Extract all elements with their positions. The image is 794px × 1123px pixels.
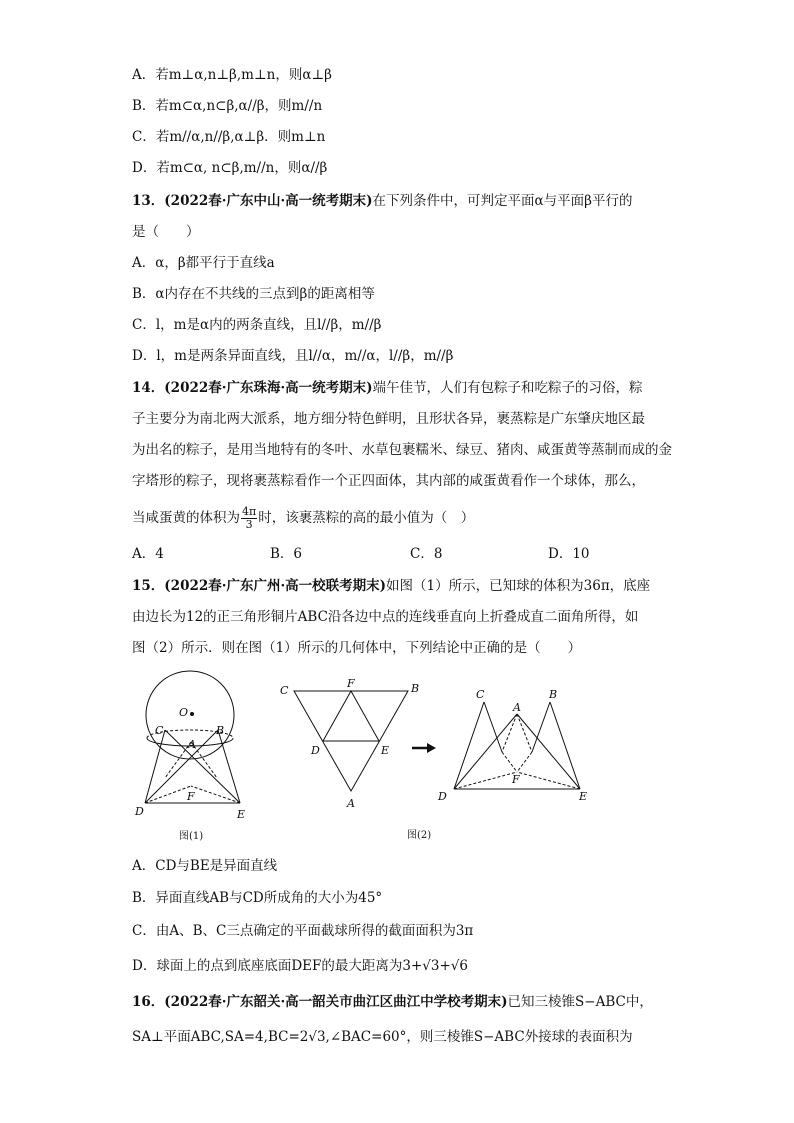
q12-option-b: B．若m⊂α,n⊂β,α//β，则m//n [132, 98, 323, 114]
q15-head: 15．(2022春·广东广州·高一校联考期末) [132, 578, 387, 594]
figure-2-flat-triangle [278, 676, 428, 816]
figure-1-caption: 图(1) [179, 831, 204, 842]
fig1-label-c: C [155, 724, 164, 737]
fig2a-label-f: F [347, 677, 355, 690]
fig2b-edge-ae [517, 714, 580, 789]
fig2b-edge-ef [517, 772, 580, 789]
fig2b-label-e: E [579, 790, 588, 803]
fig2a-label-e: E [381, 744, 390, 757]
q14-stem3: 为出名的粽子，是用当地特有的冬叶、水草包裹糯米、绿豆、猪肉、咸蛋黄等蒸制而成的金 [132, 442, 672, 458]
q14-stem5-pre: 当咸蛋黄的体积为 [132, 510, 240, 526]
q14-stem5-post: 时，该裹蒸粽的高的最小值为（ ） [258, 510, 475, 526]
q13-stem2: 是（ ） [132, 224, 200, 240]
fig2b-label-a: A [513, 701, 521, 714]
figure-2-caption: 图(2) [407, 830, 432, 841]
q14-stem2: 子主要分为南北两大派系，地方细分特色鲜明，且形状各异，裹蒸粽是广东肇庆地区最 [132, 411, 645, 427]
q14-stem1: 端午佳节，人们有包粽子和吃粽子的习俗，粽 [372, 380, 643, 396]
fig2b-edge-right-f [517, 752, 532, 772]
q15-stem-line1 [132, 577, 650, 595]
fig2b-label-d: D [438, 790, 447, 803]
q15-option-a: A．CD与BE是异面直线 [132, 858, 278, 874]
q13-head: 13．(2022春·广东中山·高一统考期末) [132, 193, 373, 209]
fig1-edge-ef [191, 786, 240, 803]
fig2a-label-a: A [347, 797, 355, 810]
q14-frac-den: 3 [245, 518, 253, 531]
q14-frac-num: 4π [242, 505, 257, 518]
q16-stem-line1 [132, 993, 653, 1011]
fig1-label-d: D [135, 805, 144, 818]
q13-option-b: B．α内存在不共线的三点到β的距离相等 [132, 286, 375, 302]
fig1-edge-bd [145, 730, 218, 803]
fig1-edge-df [145, 786, 191, 803]
q14-stem5 [132, 506, 474, 531]
q15-option-b: B．异面直线AB与CD所成角的大小为45° [132, 890, 383, 906]
fig1-label-o: O [179, 706, 189, 719]
fig2b-edge-c-mid [484, 702, 502, 752]
q15-option-d: D．球面上的点到底座底面DEF的最大距离为3+√3+√6 [132, 958, 468, 974]
fig2b-edge-left-f [502, 752, 517, 772]
q15-option-c: C．由A、B、C三点确定的平面截球所得的截面面积为3π [132, 923, 474, 939]
fig1-label-b: B [216, 724, 225, 737]
fig2a-label-c: C [280, 684, 289, 697]
figure-1-sphere-on-base [125, 668, 255, 828]
q14-fraction [241, 506, 257, 531]
fig2b-edge-b-mid [532, 702, 550, 752]
q14-option-b: B．6 [270, 546, 303, 562]
fig2b-label-f: F [512, 773, 520, 786]
q15-stem2: 由边长为12的正三角形铜片ABC沿各边中点的连线垂直向上折叠成直二面角所得，如 [132, 609, 639, 625]
fig2a-label-b: B [411, 682, 420, 695]
fig2b-edge-df [454, 772, 517, 789]
q16-stem2: SA⊥平面ABC,SA=4,BC=2√3,∠BAC=60°，则三棱锥S−ABC外接球的表面积为 [132, 1029, 633, 1045]
q16-head: 16．(2022春·广东韶关·高一韶关市曲江区曲江中学校考期末) [132, 994, 508, 1010]
figure-2-folded-shape [432, 684, 592, 809]
fig2b-edge-dc [454, 702, 484, 789]
q12-option-c: C．若m//α,n//β,α⊥β．则m⊥n [132, 129, 326, 145]
q15-stem1: 如图（1）所示，已知球的体积为36π，底座 [386, 578, 651, 594]
fig2b-edge-da [454, 714, 517, 789]
q14-option-d: D．10 [548, 546, 590, 562]
q14-option-c: C．8 [410, 546, 443, 562]
fig1-label-a: A [188, 738, 196, 751]
q13-stem1: 在下列条件中，可判定平面α与平面β平行的 [372, 193, 633, 209]
q13-stem-line1 [132, 192, 632, 210]
fig2b-edge-a-right [517, 714, 532, 752]
q13-option-d: D．l，m是两条异面直线，且l//α，m//α，l//β，m//β [132, 348, 454, 364]
fig2a-midpoint-triangle [323, 691, 379, 741]
q14-stem-line1 [132, 379, 643, 397]
fig1-center-dot [190, 712, 194, 716]
q13-option-a: A．α，β都平行于直线a [132, 255, 275, 271]
q14-stem4: 字塔形的粽子，现将裹蒸粽看作一个正四面体，其内部的咸蛋黄看作一个球体，那么， [132, 473, 645, 489]
q13-option-c: C．l，m是α内的两条直线，且l//β，m//β [132, 317, 382, 333]
q12-option-a: A．若m⊥α,n⊥β,m⊥n，则α⊥β [132, 67, 332, 83]
fig2b-edge-a-left [502, 714, 517, 752]
q16-stem1: 已知三棱锥S−ABC中， [507, 994, 653, 1010]
fig1-label-e: E [237, 808, 246, 821]
q14-option-a: A．4 [132, 546, 164, 562]
fig1-label-f: F [187, 790, 195, 803]
q14-head: 14．(2022春·广东珠海·高一统考期末) [132, 380, 373, 396]
fig2a-label-d: D [311, 744, 320, 757]
fig2b-edge-eb [550, 702, 580, 789]
q15-stem3: 图（2）所示．则在图（1）所示的几何体中，下列结论中正确的是（ ） [132, 640, 582, 656]
fig2b-label-c: C [476, 688, 485, 701]
fig2b-label-b: B [549, 688, 558, 701]
q12-option-d: D．若m⊂α, n⊂β,m//n，则α//β [132, 160, 328, 176]
